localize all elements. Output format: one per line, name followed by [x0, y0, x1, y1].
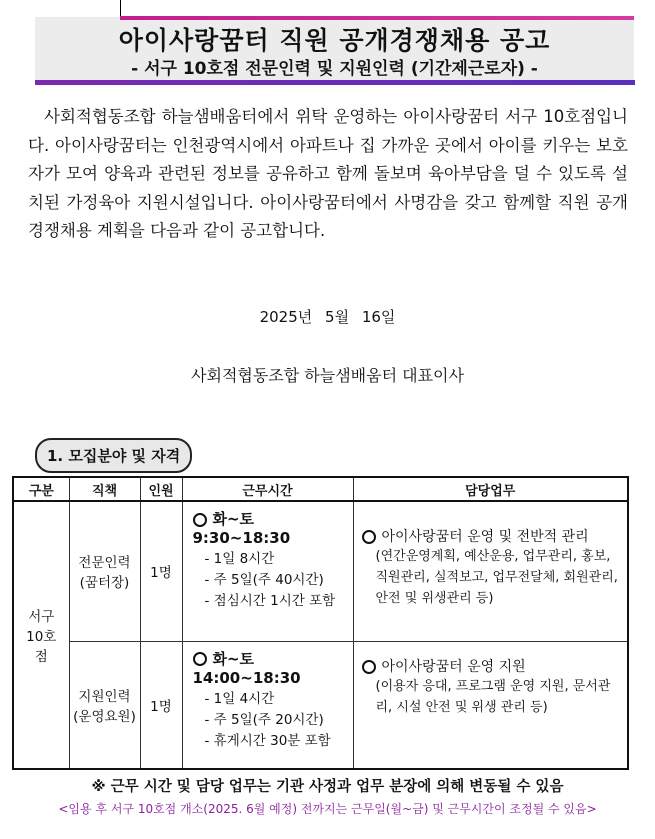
circle-bullet-icon [193, 652, 207, 666]
hours-title: 화~토 14:00~18:30 [192, 649, 301, 687]
section-heading: 1. 모집분야 및 자격 [35, 438, 192, 473]
notice-text: ※ 근무 시간 및 담당 업무는 기관 사정과 업무 분장에 의해 변동될 수 있음 [91, 779, 564, 795]
hours-line: - 1일 4시간 [204, 690, 275, 707]
duty-detail: (연간운영계획, 예산운용, 업무관리, 홍보, 직원관리, 실적보고, 업무전달체, 회원관리, 안전 및 위생관리 등) [375, 549, 618, 606]
hours-line: - 주 5일(주 20시간) [204, 711, 324, 728]
announcement-date: 2025년 5월 16일 [259, 308, 396, 326]
hours-line: - 점심시간 1시간 포함 [204, 593, 336, 609]
recruitment-table [12, 476, 629, 770]
position-cell: 지원인력 (운영요원) [69, 641, 140, 769]
table-header-row [13, 477, 628, 501]
table-row [13, 641, 628, 769]
banner-top-bar [120, 16, 634, 20]
signature: 사회적협동조합 하늘샘배움터 대표이사 [191, 366, 464, 385]
hours-line: - 주 5일(주 40시간) [204, 572, 324, 588]
banner-bottom-bar [35, 80, 635, 85]
position-cell: 전문인력 (꿈터장) [69, 501, 140, 641]
hours-line: - 1일 8시간 [204, 551, 275, 567]
duty-title: 아이사랑꿈터 운영 및 전반적 관리 [381, 529, 589, 545]
count-cell: 1명 [140, 501, 182, 641]
col-hours: 근무시간 [182, 477, 353, 501]
circle-bullet-icon [362, 660, 376, 674]
hours-cell [182, 501, 353, 641]
notice-subtext: <임용 후 서구 10호점 개소(2025. 6월 예정) 전까지는 근무일(월~금) 및 근무시간이 조정될 수 있음> [58, 802, 597, 816]
table-row [13, 501, 628, 641]
page-title: 아이사랑꿈터 직원 공개경쟁채용 공고 [118, 26, 551, 55]
col-count: 인원 [140, 477, 182, 501]
hours-cell [182, 641, 353, 769]
col-division: 구분 [13, 477, 69, 501]
duty-cell [353, 641, 628, 769]
col-position: 직책 [69, 477, 140, 501]
col-duty: 담당업무 [353, 477, 628, 501]
circle-bullet-icon [193, 513, 207, 527]
page-subtitle: - 서구 10호점 전문인력 및 지원인력 (기간제근로자) - [131, 59, 538, 79]
duty-title: 아이사랑꿈터 운영 지원 [381, 658, 526, 675]
hours-title: 화~토 9:30~18:30 [192, 510, 291, 547]
circle-bullet-icon [362, 530, 376, 544]
intro-paragraph: 사회적협동조합 하늘샘배움터에서 위탁 운영하는 아이사랑꿈터 서구 10호점입니다. 아이사랑꿈터는 인천광역시에서 아파트나 집 가까운 곳에서 아이를 키우는 보호자가 모여 양육과 관련된 정보를 공유하고 함께 돌보며 육아부담을 덜 수 있도록 설치된 가정육아 지원시설입니다. 아이사랑꿈터에서 사명감을 갖고 함께할 직원 공개경쟁채용 계획을 다음과 같이 공고합니다. [28, 107, 628, 240]
count-cell: 1명 [140, 641, 182, 769]
duty-cell [353, 501, 628, 641]
hours-line: - 휴게시간 30분 포함 [204, 732, 331, 749]
division-cell: 서구 10호점 [13, 501, 69, 769]
duty-detail: (이용자 응대, 프로그램 운영 지원, 문서관리, 시설 안전 및 위생 관리 등) [375, 678, 611, 715]
